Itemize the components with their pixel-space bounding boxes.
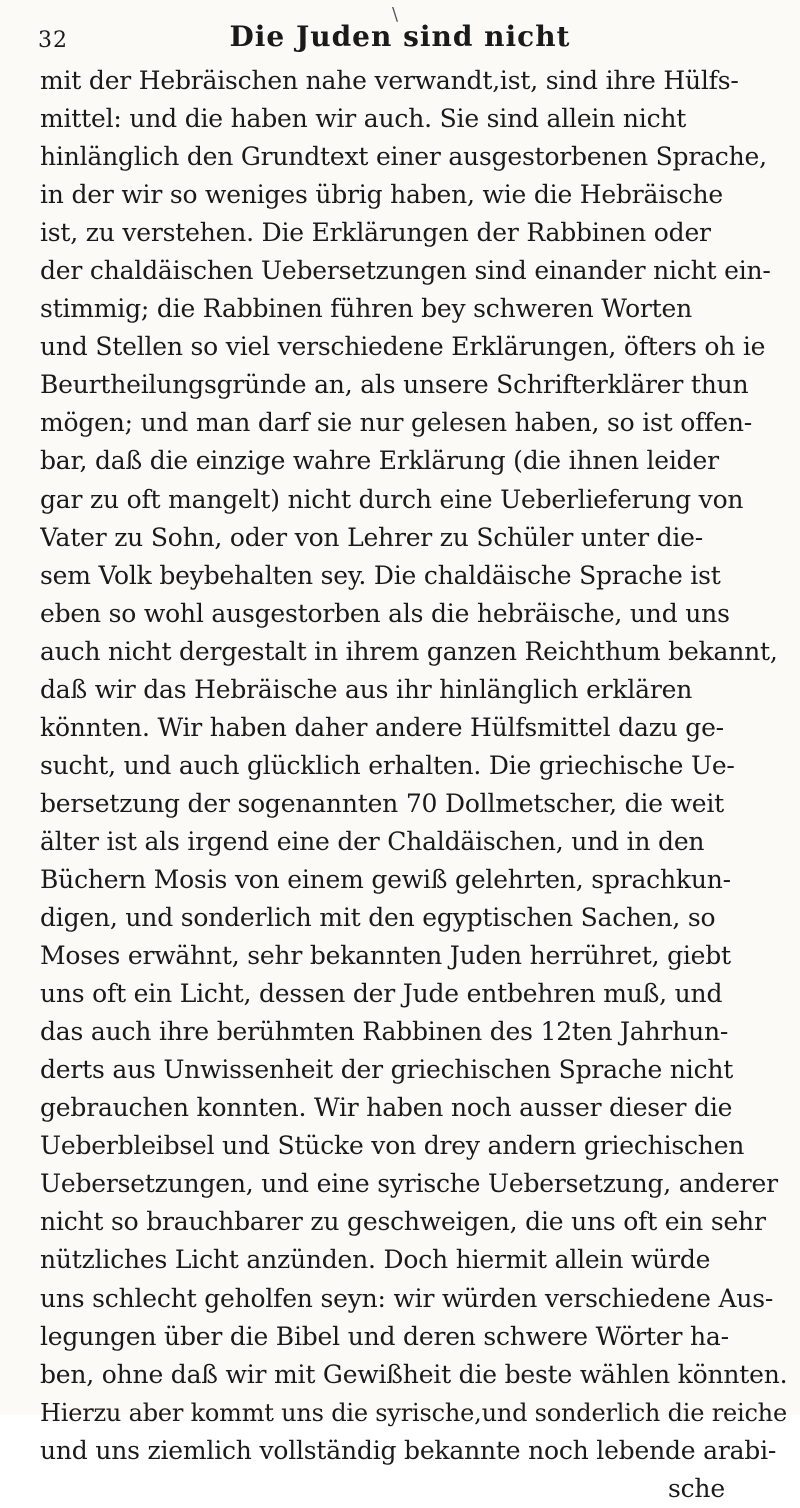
page-number: 32	[38, 28, 68, 53]
top-margin-mark: \	[392, 4, 399, 25]
text-line: könnten. Wir haben daher andere Hülfsmittel dazu ge-	[40, 712, 724, 742]
text-line: in der wir so weniges übrig haben, wie die Hebräische	[40, 180, 723, 210]
text-line: und uns ziemlich vollständig bekannte noch lebende arabi-	[40, 1435, 777, 1465]
page-header	[0, 20, 800, 60]
text-line: Hierzu aber kommt uns die syrische,und sonderlich die reiche	[40, 1398, 787, 1427]
text-line: mittel: und die haben wir auch. Sie sind allein nicht	[40, 104, 687, 134]
text-line: gebrauchen konnten. Wir haben noch ausser dieser die	[40, 1093, 733, 1123]
text-line: hinlänglich den Grundtext einer ausgestorbenen Sprache,	[40, 142, 767, 172]
text-line: eben so wohl ausgestorben als die hebräische, und uns	[40, 598, 730, 628]
text-line: auch nicht dergestalt in ihrem ganzen Reichthum bekannt,	[40, 636, 778, 666]
text-line: uns oft ein Licht, dessen der Jude entbehren muß, und	[40, 979, 723, 1009]
text-line: mögen; und man darf sie nur gelesen haben, so ist offen-	[40, 408, 752, 438]
text-line: nicht so brauchbarer zu geschweigen, die uns oft ein sehr	[40, 1207, 766, 1237]
text-line: gar zu oft mangelt) nicht durch eine Ueberlieferung von	[40, 484, 744, 514]
body-text	[40, 62, 788, 1508]
text-line: und Stellen so viel verschiedene Erklärungen, öfters oh ie	[40, 332, 766, 362]
text-line: Uebersetzungen, und eine syrische Uebersetzung, anderer	[40, 1169, 778, 1199]
text-line: sucht, und auch glücklich erhalten. Die griechische Ue-	[40, 750, 735, 780]
text-line: Büchern Mosis von einem gewiß gelehrten, sprachkun-	[40, 864, 731, 894]
text-line: stimmig; die Rabbinen führen bey schweren Worten	[40, 294, 693, 324]
text-line: ben, ohne daß wir mit Gewißheit die beste wählen könnten.	[40, 1359, 788, 1389]
text-line: bar, daß die einzige wahre Erklärung (die ihnen leider	[40, 446, 719, 476]
text-line: nützliches Licht anzünden. Doch hiermit allein würde	[40, 1245, 711, 1275]
text-line: das auch ihre berühmten Rabbinen des 12ten Jahrhun-	[40, 1017, 729, 1047]
text-line: derts aus Unwissenheit der griechischen Sprache nicht	[40, 1055, 734, 1085]
running-head: Die Juden sind nicht	[229, 20, 571, 53]
text-line: digen, und sonderlich mit den egyptischen Sachen, so	[40, 903, 716, 933]
text-line: Vater zu Sohn, oder von Lehrer zu Schüler unter die-	[40, 522, 704, 552]
text-line: älter ist als irgend eine der Chaldäischen, und in den	[40, 826, 705, 856]
text-line: uns schlecht geholfen seyn: wir würden verschiedene Aus-	[40, 1283, 774, 1313]
text-line: bersetzung der sogenannten 70 Dollmetscher, die weit	[40, 788, 725, 818]
text-line: ist, zu verstehen. Die Erklärungen der Rabbinen oder	[40, 218, 711, 248]
catchword: sche	[668, 1473, 725, 1503]
text-line: legungen über die Bibel und deren schwere Wörter ha-	[40, 1321, 729, 1351]
text-line: daß wir das Hebräische aus ihr hinlänglich erklären	[40, 674, 693, 704]
text-line: sem Volk beybehalten sey. Die chaldäische Sprache ist	[40, 560, 721, 590]
text-line: Ueberbleibsel und Stücke von drey andern griechischen	[40, 1131, 745, 1161]
text-line: der chaldäischen Uebersetzungen sind einander nicht ein-	[40, 256, 771, 286]
text-line: Beurtheilungsgründe an, als unsere Schrifterklärer thun	[40, 370, 749, 400]
text-line: mit der Hebräischen nahe verwandt,ist, sind ihre Hülfs-	[40, 66, 739, 95]
text-line: Moses erwähnt, sehr bekannten Juden herrühret, giebt	[40, 941, 731, 971]
